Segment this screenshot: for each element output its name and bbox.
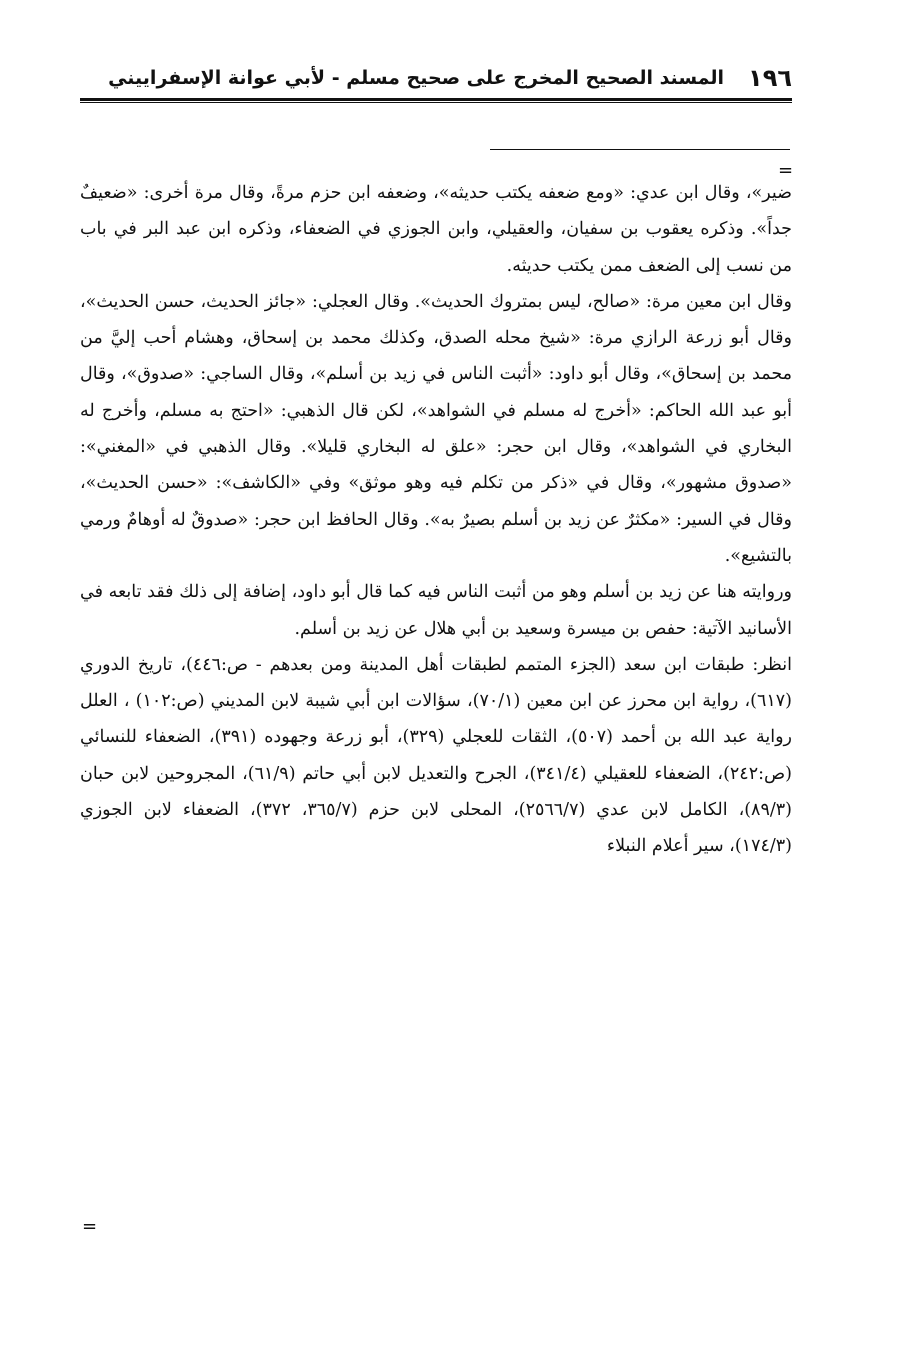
footnote-paragraph-1: ضير»، وقال ابن عدي: «ومع ضعفه يكتب حديثه»، وضعفه ابن حزم مرةً، وقال مرة أخرى: «ضعيفٌ جداً». وذكره يعقوب بن سفيان، والعقيلي، وابن الجوزي في الضعفاء، وذكره ابن عبد البر في باب من نسب إلى الضعف ممن يكتب حديثه. [80, 183, 792, 276]
footnote-paragraph-2: وقال ابن معين مرة: «صالح، ليس بمتروك الحديث». وقال العجلي: «جائز الحديث، حسن الحديث»، وقال أبو زرعة الرازي مرة: «شيخ محله الصدق، وكذلك محمد بن إسحاق، وهشام أحب إليَّ من محمد بن إسحاق»، وقال أبو داود: «أثبت الناس في زيد بن أسلم»، وقال الساجي: «صدوق»، وقال أبو عبد الله الحاكم: «أخرج له مسلم في الشواهد»، لكن قال الذهبي: «احتج به مسلم، وأخرج له البخاري في الشواهد»، وقال ابن حجر: «علق له البخاري قليلا». وقال الذهبي في «المغني»: «صدوق مشهور»، وقال في «ذكر من تكلم فيه وهو موثق» وفي «الكاشف»: «حسن الحديث»، وقال في السير: «مكثرٌ عن زيد بن أسلم بصيرٌ به». وقال الحافظ ابن حجر: «صدوقٌ له أوهامٌ ورمي بالتشيع». [80, 291, 792, 566]
continuation-mark-top: = [778, 160, 794, 181]
running-header [80, 58, 792, 101]
footnote-body [80, 175, 792, 865]
footnote-separator [490, 149, 790, 150]
footnote-paragraph-4: انظر: طبقات ابن سعد (الجزء المتمم لطبقات أهل المدينة ومن بعدهم - ص:٤٤٦)، تاريخ الدوري (٦١٧)، رواية ابن محرز عن ابن معين (٧٠/١)، سؤالات ابن أبي شيبة لابن المديني (ص:١٠٢) ، العلل رواية عبد الله بن أحمد (٥٠٧)، الثقات للعجلي (٣٢٩)، أبو زرعة وجهوده (٣٩١)، الضعفاء للنسائي (ص:٢٤٢)، الضعفاء للعقيلي (٣٤١/٤)، الجرح والتعديل لابن أبي حاتم (٦١/٩)، المجروحين لابن حبان (٨٩/٣)، الكامل لابن عدي (٢٥٦٦/٧)، المحلى لابن حزم (٣٦٥/٧، ٣٧٢)، الضعفاء لابن الجوزي (١٧٤/٣)، سير أعلام النبلاء [80, 654, 792, 857]
page-number: ١٩٦ [748, 64, 792, 92]
header-rule [80, 102, 792, 103]
running-title: المسند الصحيح المخرج على صحيح مسلم - لأبي عوانة الإسفراييني [108, 67, 725, 89]
continuation-mark-bottom: = [82, 1216, 98, 1237]
footnote-paragraph-3: وروايته هنا عن زيد بن أسلم وهو من أثبت الناس فيه كما قال أبو داود، إضافة إلى ذلك فقد تابعه في الأسانيد الآتية: حفص بن ميسرة وسعيد بن أبي هلال عن زيد بن أسلم. [80, 582, 792, 639]
